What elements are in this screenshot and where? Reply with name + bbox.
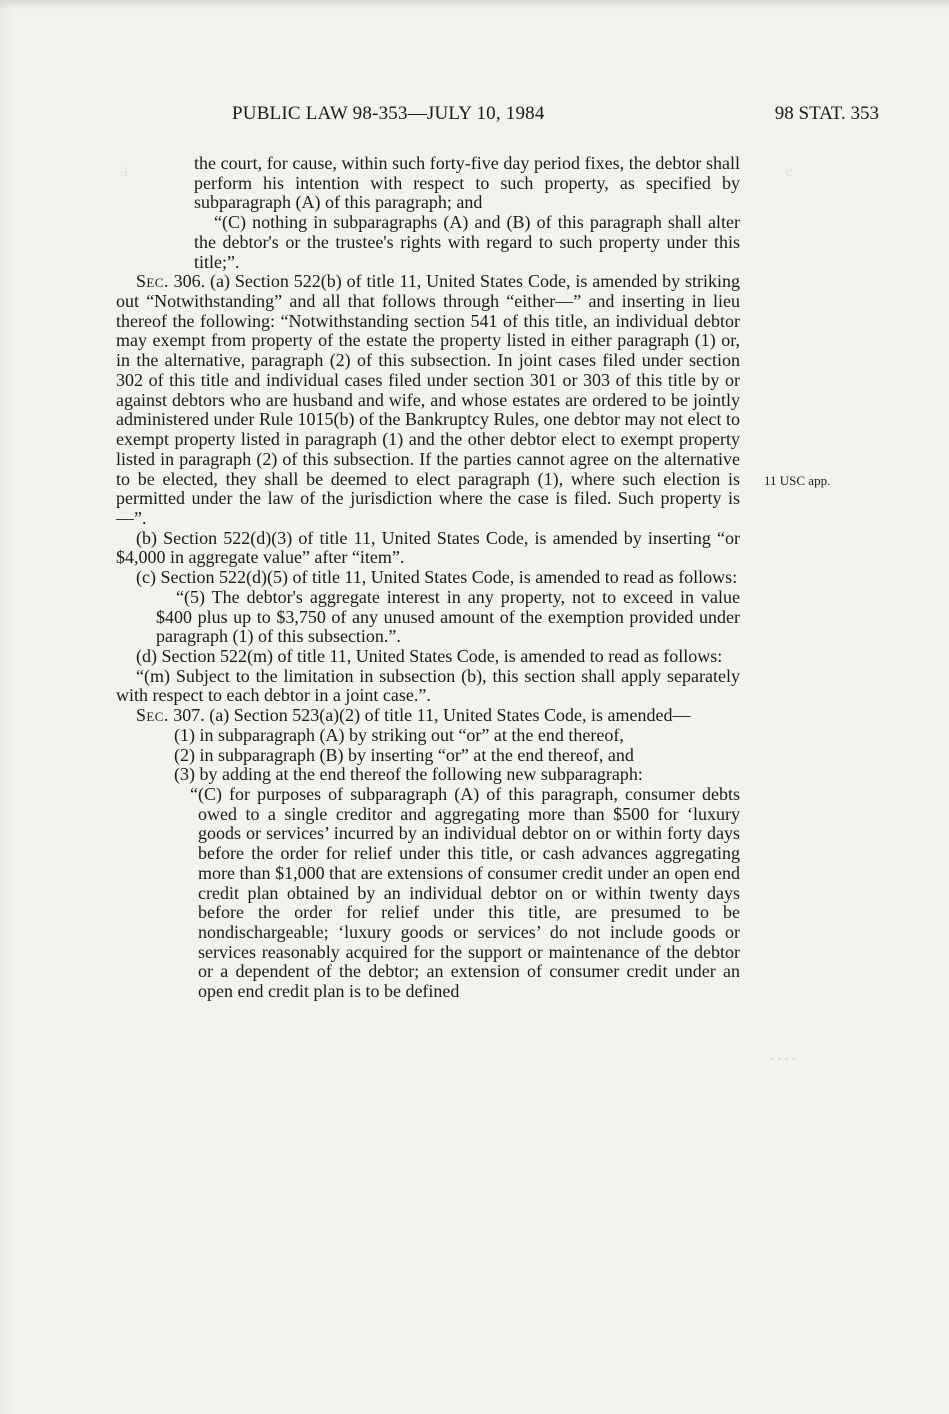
section-307-item-2: (2) in subparagraph (B) by inserting “or” at the end thereof, and <box>174 744 634 765</box>
section-306-label: Sec. <box>136 271 169 292</box>
paragraph-fragment-2: “(C) nothing in subparagraphs (A) and (B) of this paragraph shall alter the debtor's or the trustee's rights with regard to such property under this title;”. <box>194 212 740 272</box>
paragraph-fragment-1: the court, for cause, within such forty-five day period fixes, the debtor shall perform his intention with respect to such property, as specified by subparagraph (A) of this paragraph; and <box>194 153 740 213</box>
section-306-c-quote: “(5) The debtor's aggregate interest in any property, not to exceed in value $400 plus up to $3,750 of any unused amount of the exemption provided under paragraph (1) of this subsection.”. <box>156 586 740 647</box>
section-307-quote: “(C) for purposes of subparagraph (A) of this paragraph, consumer debts owed to a single creditor and aggregating more than $500 for ‘luxury goods or services’ incurred by an individual debtor on or within forty days before the order for relief under this title, or cash advances aggregating more than $1,000 that are extensions of consumer credit under an open end credit plan obtained by an individual debtor on or within twenty days before the order for relief under this title, are presumed to be nondischargeable; ‘luxury goods or services’ do not include goods or services reasonably acquired for the support or maintenance of the debtor or a dependent of the debtor; an extension of consumer credit under an open end credit plan is to be defined <box>190 784 740 1002</box>
section-306-c: (c) Section 522(d)(5) of title 11, United States Code, is amended to read as follows: <box>136 567 738 588</box>
section-306-d: (d) Section 522(m) of title 11, United States Code, is amended to read as follows: <box>136 645 723 666</box>
scan-edge-left <box>0 0 12 1414</box>
section-307-item-1: (1) in subparagraph (A) by striking out “or” at the end thereof, <box>174 724 624 745</box>
bleed-through-3: • • • • <box>770 1052 796 1066</box>
section-306-d-quote: “(m) Subject to the limitation in subsection (b), this section shall apply separately with respect to each debtor in a joint case.”. <box>116 665 740 706</box>
page-header-stat-ref: 98 STAT. 353 <box>774 103 879 124</box>
bleed-through-2: e <box>785 160 793 180</box>
scan-edge-top <box>0 0 949 10</box>
body-text <box>116 154 740 1002</box>
section-306-a-text: 306. (a) Section 522(b) of title 11, United States Code, is amended by striking out “Notwithstanding” and all that follows through “either—” and inserting in lieu thereof the following: “Notwithstanding section 541 of this title, an individual debtor may exempt from property of the estate the property listed in either paragraph (1) or, in the alternative, paragraph (2) of this subsection. In joint cases filed under section 302 of this title and individual cases filed under section 301 or 303 of this title by or against debtors who are husband and wife, and whose estates are ordered to be jointly administered under Rule 1015(b) of the Bankruptcy Rules, one debtor may not elect to exempt property listed in paragraph (1) and the other debtor elect to exempt property listed in paragraph (2) of this subsection. If the parties cannot agree on the alternative to be elected, they shall be deemed to elect paragraph (1), where such election is permitted under the law of the jurisdiction where the case is filed. Such property is—”. <box>116 271 740 528</box>
section-306-b: (b) Section 522(d)(3) of title 11, United States Code, is amended by inserting “or $4,000 in aggregate value” after “item”. <box>116 527 740 568</box>
section-307-item-3: (3) by adding at the end thereof the following new subparagraph: <box>174 764 643 785</box>
section-306-a <box>116 272 740 528</box>
margin-note-usc-app: 11 USC app. <box>764 473 831 488</box>
page-header-title: PUBLIC LAW 98-353—JULY 10, 1984 <box>232 103 545 124</box>
bleed-through-1: a <box>120 160 128 180</box>
section-307-a-text: 307. (a) Section 523(a)(2) of title 11, United States Code, is amended— <box>168 705 691 726</box>
section-307-a <box>116 706 740 726</box>
section-307-label: Sec. <box>136 705 169 726</box>
